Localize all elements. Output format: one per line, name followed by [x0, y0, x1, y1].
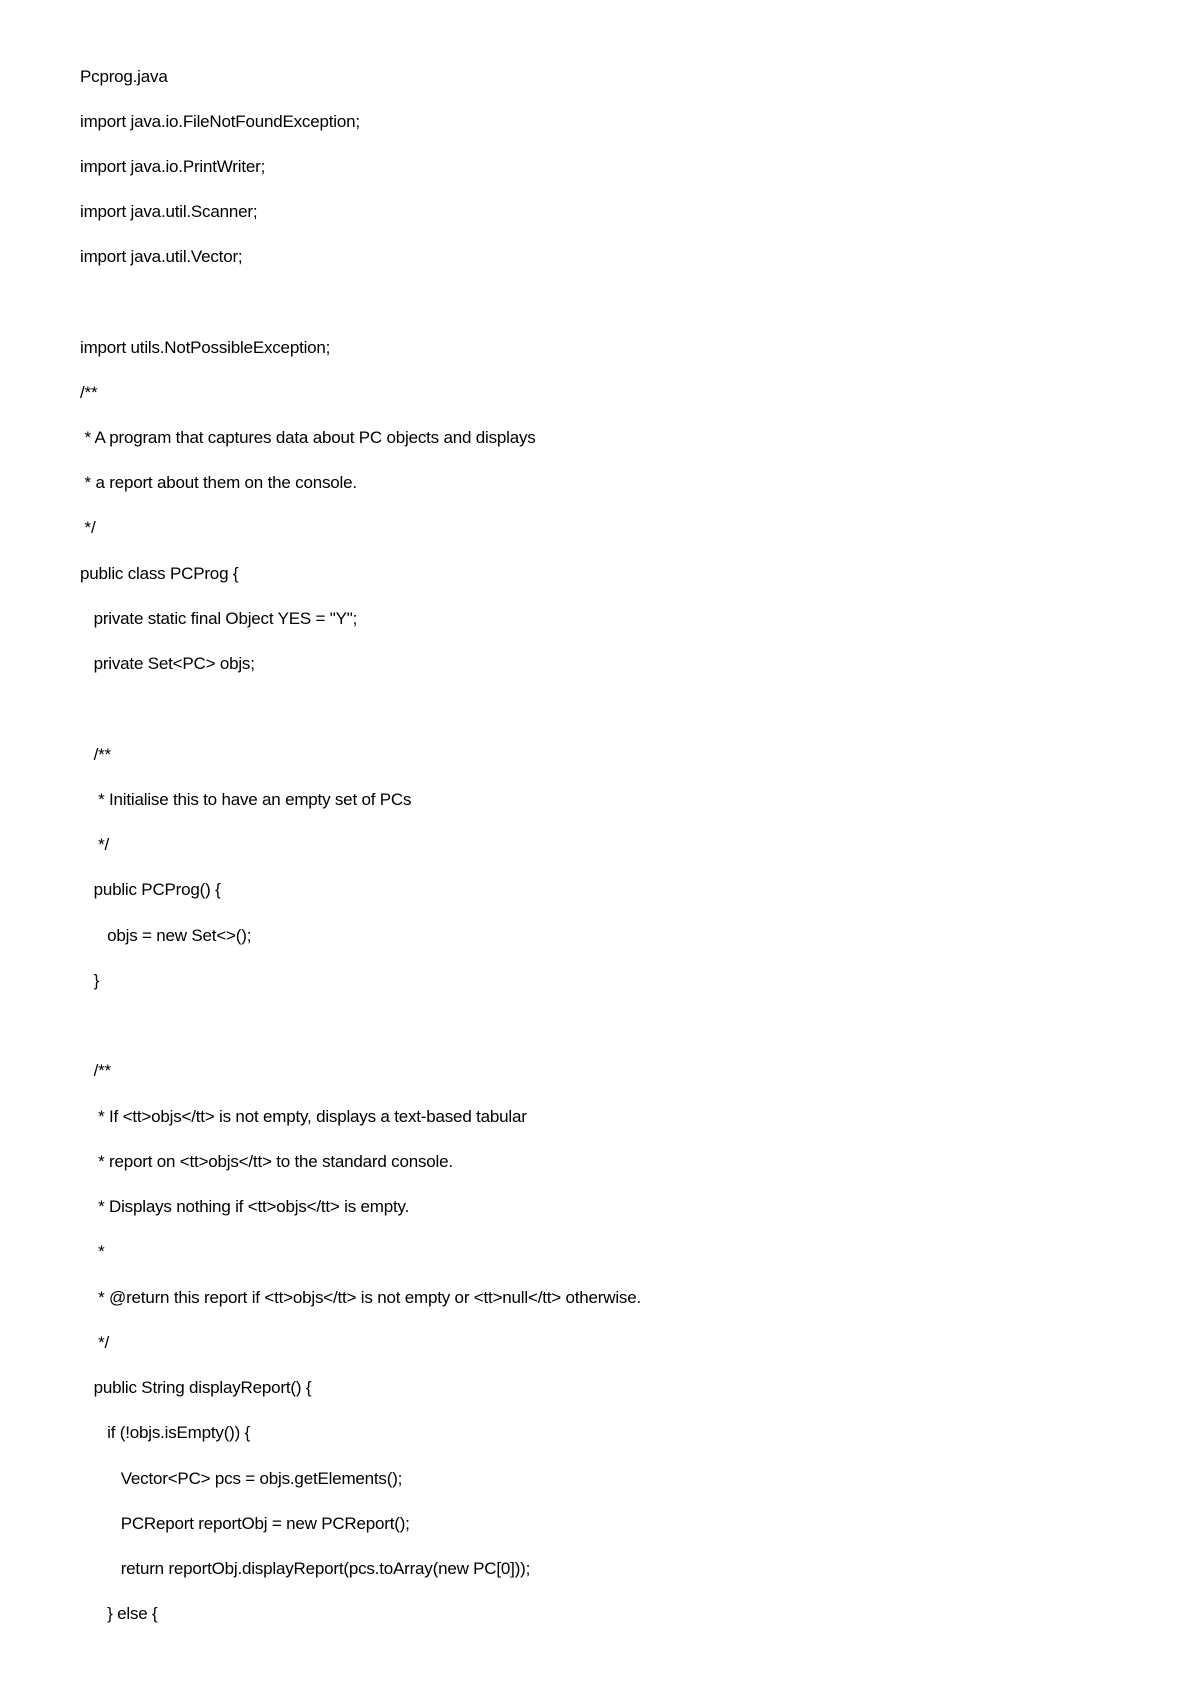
doc-line: * Initialise this to have an empty set of PCs	[80, 790, 412, 809]
doc-line: */	[80, 835, 110, 854]
doc-line: import java.io.FileNotFoundException;	[80, 112, 360, 131]
doc-line: * a report about them on the console.	[80, 473, 357, 492]
doc-line: } else {	[80, 1604, 158, 1623]
doc-line: import java.io.PrintWriter;	[80, 157, 266, 176]
doc-line: *	[80, 1242, 105, 1261]
doc-line: Pcprog.java	[80, 67, 168, 86]
doc-line: */	[80, 518, 96, 537]
doc-line: /**	[80, 1061, 111, 1080]
doc-line: import java.util.Scanner;	[80, 202, 258, 221]
doc-line: PCReport reportObj = new PCReport();	[80, 1514, 410, 1533]
doc-line: * If <tt>objs</tt> is not empty, displays a text-based tabular	[80, 1107, 527, 1126]
doc-line: * report on <tt>objs</tt> to the standard console.	[80, 1152, 453, 1171]
doc-line: import utils.NotPossibleException;	[80, 338, 331, 357]
doc-line: * A program that captures data about PC objects and displays	[80, 428, 536, 447]
doc-line: public String displayReport() {	[80, 1378, 312, 1397]
doc-line: /**	[80, 383, 98, 402]
doc-line: private Set<PC> objs;	[80, 654, 255, 673]
doc-line: Vector<PC> pcs = objs.getElements();	[80, 1469, 403, 1488]
doc-line: /**	[80, 745, 111, 764]
doc-line: public PCProg() {	[80, 880, 221, 899]
doc-line: private static final Object YES = "Y";	[80, 609, 358, 628]
doc-line: * @return this report if <tt>objs</tt> is not empty or <tt>null</tt> otherwise.	[80, 1288, 641, 1307]
doc-line: if (!objs.isEmpty()) {	[80, 1423, 251, 1442]
doc-line: * Displays nothing if <tt>objs</tt> is empty.	[80, 1197, 410, 1216]
doc-line: return reportObj.displayReport(pcs.toArray(new PC[0]));	[80, 1559, 531, 1578]
doc-line: public class PCProg {	[80, 564, 239, 583]
doc-line: import java.util.Vector;	[80, 247, 243, 266]
doc-line: }	[80, 971, 100, 990]
doc-line: objs = new Set<>();	[80, 926, 252, 945]
doc-line: */	[80, 1333, 110, 1352]
